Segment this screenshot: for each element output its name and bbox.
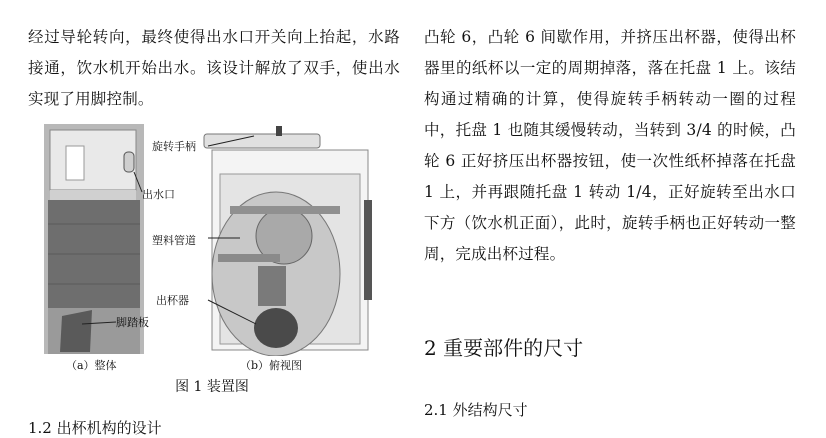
figure-device [44,124,380,395]
figure-caption: 图 1 装置图 [175,379,249,395]
body-paragraph-right: 凸轮 6，凸轮 6 间歇作用，并挤压出杯器，使得出杯器里的纸杯以一定的周期掉落，落在托盘 1 上。该结构通过精确的计算，使得旋转手柄转动一圈的过程中，托盘 1 也随其缓慢转动，当转到 3/4 的时候，凸轮 6 正好挤压出杯器按钮，使一次性纸杯掉落在托盘 1 上，并再跟随托盘 1 转动 1/4，正好旋转至出水口下方（饮水机正面），此时，旋转手柄也正好转动一整周，完成出杯过程。 [424,28,796,263]
machine-top-view-image [204,126,372,356]
label-pipe: 塑料管道 [152,234,196,247]
label-pedal: 脚踏板 [116,316,149,329]
subcaption-a: （a）整体 [66,359,117,372]
device-illustration [44,124,380,356]
section-title: 2 重要部件的尺寸 [424,336,584,360]
body-paragraph-left: 经过导轮转向，最终使得出水口开关向上抬起，水路接通，饮水机开始出水。该设计解放了双手，使出水实现了用脚控制。 [28,28,400,108]
label-handle: 旋转手柄 [152,140,196,153]
left-text-column [28,22,400,115]
subcaption-b: （b）俯视图 [240,359,303,372]
subsection-title: 2.1 外结构尺寸 [424,401,528,419]
next-section-heading: 1.2 出杯机构的设计 [28,419,162,437]
right-text-column [424,22,796,270]
label-cup: 出杯器 [156,294,189,307]
label-outlet: 出水口 [142,188,175,201]
